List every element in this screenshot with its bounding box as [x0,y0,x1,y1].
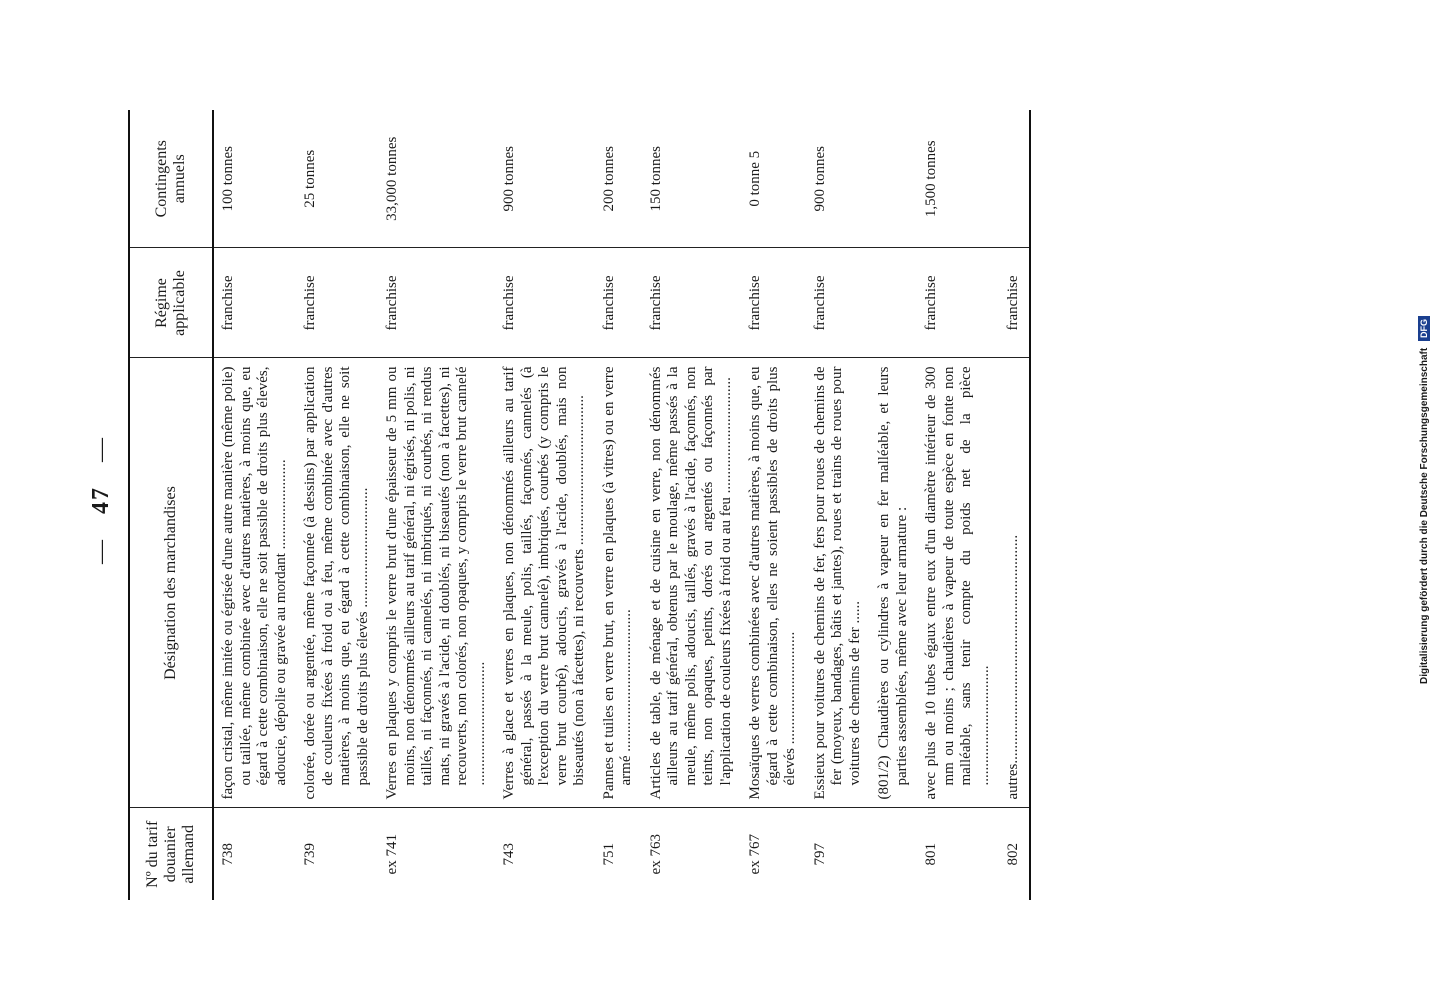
designation-text: Articles de table, de ménage et de cuisine en verre, non dénommés ailleurs au tarif général, obtenus par le moulage, même passés à la meule, même polis, adoucis, taillés, gravés à l'acide, façonnés, non teints, non opaques, peints, dorés ou argentés ou façonnés par l'application de couleurs fixées à froid ou au feu ............................... [647,366,734,800]
regime-cell: franchise [213,248,296,358]
designation-text: Verres en plaques y compris le verre brut d'une épaisseur de 5 mm ou moins, non dénommés ailleurs au tarif général, ni égrisés, ni polis, ni taillés, ni façonnés, ni cannelés, ni imbriqués, ni courbés, ni rendus mats, ni gravés à l'acide, ni doublés, ni biseautés (non à facettes), ni recouverts, non colorés, non opaques, y compris le verre brut cannelé ................................. [384,366,488,800]
regime-cell: franchise [642,248,742,358]
tariff-table [128,110,1031,900]
contingent-cell [870,110,917,248]
header-contingents: Contingents annuels [129,110,213,248]
designation-text: autres............................................................. [1005,534,1021,800]
dfg-logo: DFG [1418,316,1430,341]
regime-cell: franchise [806,248,871,358]
table-row [213,110,296,900]
contingent-cell: 200 tonnes [595,110,642,248]
page-number-line [88,0,115,1000]
table-row [806,110,871,900]
table-body [213,110,1030,900]
contingent-cell: 100 tonnes [213,110,296,248]
rotated-page [80,0,1290,1000]
designation-text: (801/2) Chaudières ou cylindres à vapeur en fer malléable, et leurs parties assemblées, même avec leur armature : [876,366,910,800]
tariff-number-cell: ex 741 [384,834,400,875]
table-row [378,110,495,900]
digitization-credit [1412,0,1434,1000]
page-number: 47 [88,486,114,514]
designation-cell [378,358,495,808]
contingent-cell: 0 tonne 5 [741,110,806,248]
regime-cell [870,248,917,358]
designation-cell [213,358,296,808]
designation-cell [806,358,871,808]
dash-right: — [88,436,114,462]
designation-text: Essieux pour voitures de chemins de fer, fers pour roues de chemins de fer (moyeux, bandages, bâtis et jantes), roues et trains de roues pour voitures de chemins de fer ...... [811,366,863,800]
regime-cell: franchise [741,248,806,358]
header-regime: Régime applicable [129,248,213,358]
designation-cell [741,358,806,808]
designation-text: colorée, dorée ou argentée, même façonnée (à dessins) par application de couleurs fixées à froid ou à feu, même combinée avec d'autres matières, à moins que, eu égard à cette combinaison, elle ne soit passible de droits plus élevés ................................ [302,366,371,800]
tariff-number-cell: 743 [501,843,517,866]
table-row [999,110,1030,900]
dash-left: — [88,538,114,564]
designation-text: Verres à glace et verres en plaques, non dénommés ailleurs au tarif général, passés à la meule, polis, taillés, façonnés, cannelés (à l'exception du verre brut cannelé), imbriqués, courbés (y compris le verre brut courbé), adoucis, gravés à l'acide, doublés, mais non biseautés (non à facettes), ni recouverts ........................................ [501,366,587,800]
tariff-number-cell: 801 [923,843,939,866]
designation-cell [870,358,917,808]
regime-cell: franchise [999,248,1030,358]
credit-text: Digitalisierung gefördert durch die Deutsche Forschungsgemeinschaft [1419,347,1430,684]
designation-text: Mosaïques de verres combinées avec d'autres matières, à moins que, eu égard à cette combinaison, elles ne soient passibles de droits plus élevés .............................. [747,366,798,800]
designation-cell [999,358,1030,808]
regime-cell: franchise [917,248,999,358]
contingent-cell: 33,000 tonnes [378,110,495,248]
designation-cell [917,358,999,808]
regime-cell: franchise [296,248,378,358]
designation-cell [595,358,642,808]
header-designation: Désignation des marchandises [129,358,213,808]
tariff-number-cell: ex 763 [647,834,664,875]
regime-cell: franchise [595,248,642,358]
contingent-cell: 150 tonnes [642,110,742,248]
tariff-number-cell: 739 [302,843,318,866]
regime-cell: franchise [495,248,595,358]
designation-text: façon cristal, même imitée ou égrisée d'une autre manière (même polie) ou taillée, même combinée avec d'autres matières, à moins que, eu égard à cette combinaison, elle ne soit passible de droits plus élevés, adoucie, dépolie ou gravée au mordant ........................ [220,366,289,800]
contingent-cell: 900 tonnes [806,110,871,248]
designation-text: avec plus de 10 tubes égaux entre eux d'un diamètre intérieur de 300 mm ou moins ; chaudières à vapeur de toute espèce en fonte non malléable, sans tenir compte du poids net de la pièce ................................ [923,366,992,800]
tariff-number-cell: 802 [999,808,1030,900]
designation-text: Pannes et tuiles en verre brut, en verre en plaques (à vitres) ou en verre armé ...................................... [600,366,634,800]
tariff-number-cell [870,808,917,900]
contingent-cell [999,110,1030,248]
designation-cell [495,358,595,808]
tariff-number-cell: 797 [811,843,828,866]
contingent-cell: 900 tonnes [495,110,595,248]
table-header-row [129,110,213,900]
contingent-cell: 25 tonnes [296,110,378,248]
header-tariff-number: Nº du tarif douanier allemand [129,808,213,900]
table-row [870,110,917,900]
designation-cell [296,358,378,808]
table-row [495,110,595,900]
tariff-number-cell: ex 767 [747,834,763,875]
contingent-cell: 1,500 tonnes [917,110,999,248]
designation-cell [642,358,742,808]
table-row [741,110,806,900]
table-row [642,110,742,900]
table-row [595,110,642,900]
regime-cell: franchise [378,248,495,358]
table-row [296,110,378,900]
tariff-number-cell: 751 [600,843,617,866]
tariff-number-cell: 738 [220,843,236,866]
table-row [917,110,999,900]
